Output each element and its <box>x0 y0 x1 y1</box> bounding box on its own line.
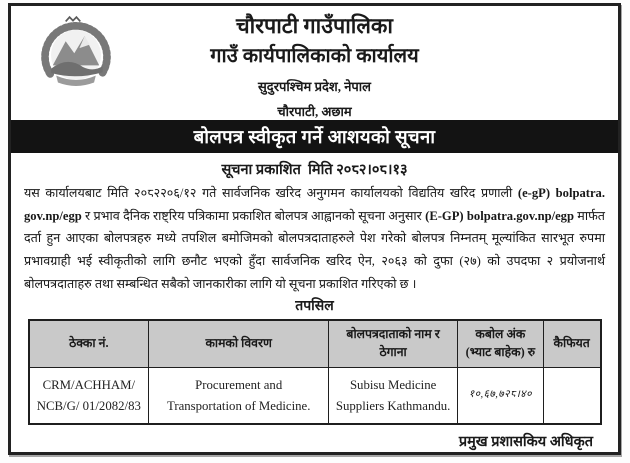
work-line2: Transportation of Medicine. <box>166 398 311 413</box>
col-bid-amount-line1: कबोल अंक <box>475 327 526 342</box>
bidder-line2: Suppliers Kathmandu. <box>335 398 451 413</box>
nepal-coat-of-arms-icon <box>33 15 119 95</box>
col-bid-amount <box>457 320 543 367</box>
contract-no-line1: CRM/ACHHAM/ <box>42 378 136 393</box>
signature-title: प्रमुख प्रशासकिय अधिकृत <box>458 434 593 451</box>
col-bid-amount-line2: (भ्याट बाहेक) रु <box>465 345 536 360</box>
document-frame <box>8 3 621 455</box>
cell-work-description <box>149 367 329 424</box>
cell-bid-amount: १०,६७,७२८।४० <box>457 367 543 424</box>
col-work-description: कामको विवरण <box>149 320 329 367</box>
cell-bidder-name-address <box>329 367 458 424</box>
notice-paragraph: यस कार्यालयबाट मिति २०८२२०६/१२ गते सार्वजनिक खरिद अनुगमन कार्यालयको विद्यतिय खरिद प्रणाली (e-gP) bolpatra. gov.np/egp र प्रभाव दैनिक राष्ट्रिय पत्रिकामा प्रकाशित बोलपत्र आह्वानको सूचना अनुसार (E-GP) bolpatra.gov.np/egp मार्फत दर्ता हुन आएका बोलपत्रहरु मध्ये तपशिल बमोजिमको बोलपत्रदाताहरुले पेश गरेको बोलपत्र निम्नतम् मूल्यांकित सारभूत रुपमा प्रभावग्राही भई स्वीकृतीको लागि छनौट भएको हुँदा सार्वजनिक खरिद ऐन, २०६३ को दुफा (२७) को उपदफा २ प्रयोजनार्थ बोलपत्रदाताहरु तथा सम्बन्धित सबैको जानकारीका लागि यो सूचना प्रकाशित गरिएको छ । <box>24 186 605 291</box>
work-line1: Procurement and <box>195 378 283 393</box>
table-header-row <box>29 320 601 367</box>
contract-no-line2: NCB/G/ 01/2082/83 <box>36 398 141 413</box>
notice-body <box>11 159 618 451</box>
notice-title-bar: बोलपत्र स्वीकृत गर्ने आशयको सूचना <box>11 120 618 153</box>
published-date-line: सूचना प्रकाशित मिति २०८२।०८।१३ <box>221 162 408 178</box>
schedule-heading: तपसिल <box>295 299 334 315</box>
cell-remarks <box>543 367 600 424</box>
office-name: गाउँ कार्यपालिकाको कार्यालय <box>210 44 419 67</box>
province-line: सुदुरपश्चिम प्रदेश, नेपाल <box>258 78 371 94</box>
district-line: चौरपाटी, अछाम <box>277 103 352 119</box>
bidder-line1: Subisu Medicine <box>349 378 437 393</box>
col-remarks: कैफियत <box>543 320 600 367</box>
cell-contract-no <box>29 367 149 424</box>
municipality-name: चौरपाटी गाउँपालिका <box>235 14 394 38</box>
table-row <box>29 367 601 424</box>
col-bidder-name-address: बोलपत्रदाताको नाम र ठेगाना <box>329 320 458 367</box>
col-contract-no: ठेक्का नं. <box>29 320 149 367</box>
letterhead <box>11 6 618 120</box>
bid-details-table <box>28 319 602 425</box>
